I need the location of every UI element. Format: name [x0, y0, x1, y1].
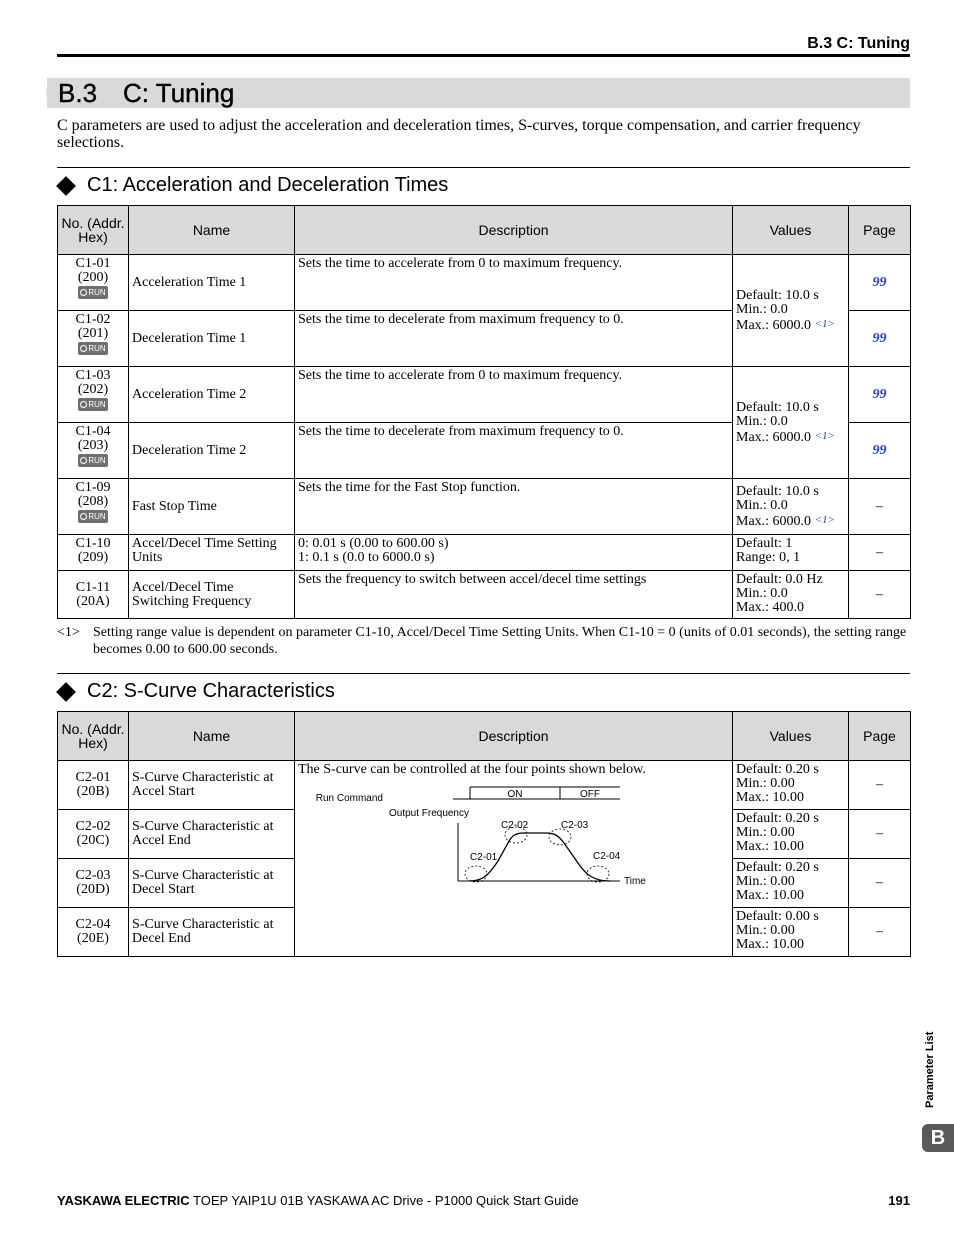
subsection-title-text: C2: S-Curve Characteristics: [87, 680, 335, 702]
value-range: Range: 0, 1: [736, 550, 801, 565]
param-no: C1-10: [75, 536, 111, 551]
param-name: S-Curve Characteristic at Accel Start: [129, 761, 295, 810]
value-max-text: Max.: 6000.0: [736, 317, 812, 333]
c2-01-label: C2-01: [470, 852, 498, 863]
side-label: Parameter List: [924, 1031, 936, 1108]
param-addr: (20D): [76, 882, 110, 897]
col-header-page: Page: [849, 206, 911, 255]
param-no: C2-03: [75, 868, 111, 883]
footnote-link[interactable]: <1>: [814, 513, 835, 526]
param-name: S-Curve Characteristic at Accel End: [129, 810, 295, 859]
param-no: C1-02: [75, 312, 111, 327]
param-addr: (203): [77, 438, 109, 453]
option-0: 0: 0.01 s (0.00 to 600.00 s): [298, 536, 449, 551]
param-addr: (20B): [76, 784, 110, 799]
value-default: Default: 10.0 s: [736, 483, 819, 499]
footnote-link[interactable]: <1>: [814, 429, 835, 442]
value-default: Default: 1: [736, 536, 793, 551]
section-title: B.3 C: Tuning: [58, 78, 235, 108]
footer-brand: YASKAWA ELECTRIC: [57, 1193, 190, 1208]
param-no-cell: [58, 367, 129, 423]
param-no: C1-11: [75, 579, 111, 595]
table-row: [58, 535, 911, 571]
run-badge-icon: RUN: [78, 286, 108, 299]
diamond-bullet-icon: [56, 176, 76, 196]
param-no-cell: [58, 908, 129, 957]
page-cell: [849, 311, 911, 367]
value-min: Min.: 0.0: [736, 413, 788, 429]
param-name: Accel/Decel Time Switching Frequency: [129, 571, 295, 619]
param-no-cell: [58, 859, 129, 908]
param-no: C1-04: [75, 424, 111, 439]
value-min: Min.: 0.00: [736, 874, 795, 889]
value-max: Max.: 10.00: [736, 937, 805, 952]
value-max-text: Max.: 6000.0: [736, 429, 812, 445]
param-no-cell: [58, 571, 129, 619]
col-header-name: Name: [129, 712, 295, 761]
param-description: Sets the frequency to switch between accel/decel time settings: [295, 571, 733, 619]
on-label: ON: [507, 789, 523, 800]
value-min: Min.: 0.00: [736, 825, 795, 840]
param-no: C2-04: [75, 917, 111, 932]
param-addr: (20A): [76, 593, 110, 609]
diamond-bullet-icon: [56, 682, 76, 702]
col-header-description: Description: [295, 712, 733, 761]
appendix-tab[interactable]: B: [922, 1124, 954, 1152]
param-addr: (208): [77, 494, 109, 509]
col-header-no: No. (Addr. Hex): [58, 206, 129, 255]
param-values: [733, 367, 849, 479]
c2-02-label: C2-02: [501, 820, 529, 831]
param-addr: (20C): [76, 833, 110, 848]
value-max: Max.: 10.00: [736, 839, 805, 854]
param-name: Acceleration Time 1: [129, 255, 295, 311]
param-name: Deceleration Time 1: [129, 311, 295, 367]
c2-04-label: C2-04: [593, 851, 621, 862]
value-min: Min.: 0.0: [736, 586, 788, 601]
param-values: [733, 908, 849, 957]
value-default: Default: 0.20 s: [736, 762, 819, 777]
param-addr: (20E): [77, 931, 109, 946]
s-curve-description-text: The S-curve can be controlled at the four points shown below.: [298, 762, 646, 777]
subsection-title-c2: [57, 680, 335, 703]
col-header-no: No. (Addr. Hex): [58, 712, 129, 761]
table-row: [58, 761, 911, 810]
page-cell: –: [849, 761, 911, 810]
param-description: Sets the time to decelerate from maximum frequency to 0.: [295, 423, 733, 479]
value-min: Min.: 0.00: [736, 776, 795, 791]
page-link[interactable]: 99: [872, 330, 887, 346]
param-name: S-Curve Characteristic at Decel Start: [129, 859, 295, 908]
option-1: 1: 0.1 s (0.0 to 6000.0 s): [298, 550, 435, 565]
footnote-text: Setting range value is dependent on parameter C1-10, Accel/Decel Time Setting Units. When C1-10 = 0 (units of 0.01 seconds), the setting range becomes 0.00 to 600.00 seconds.: [93, 625, 907, 657]
value-default: Default: 0.20 s: [736, 860, 819, 875]
col-header-values: Values: [733, 206, 849, 255]
running-header: B.3 C: Tuning: [807, 35, 910, 52]
run-badge-icon: RUN: [78, 342, 108, 355]
run-badge-icon: RUN: [78, 454, 108, 467]
page-cell: –: [849, 908, 911, 957]
param-values: [733, 535, 849, 571]
page-cell: –: [849, 571, 911, 619]
page-number: 191: [888, 1193, 910, 1208]
value-max: Max.: 10.00: [736, 888, 805, 903]
param-name: Deceleration Time 2: [129, 423, 295, 479]
col-header-description: Description: [295, 206, 733, 255]
value-min: Min.: 0.0: [736, 497, 788, 513]
param-no: C1-01: [75, 256, 111, 271]
param-values: [733, 810, 849, 859]
output-frequency-label: Output Frequency: [388, 808, 469, 819]
param-description: Sets the time for the Fast Stop function.: [295, 479, 733, 535]
param-values: [733, 571, 849, 619]
value-max: [736, 317, 845, 333]
page-cell: [849, 255, 911, 311]
s-curve-description: [295, 761, 733, 957]
footer-doc: [57, 1193, 579, 1208]
value-max: Max.: 400.0: [736, 600, 805, 615]
value-default: Default: 0.20 s: [736, 811, 819, 826]
param-no-cell: [58, 479, 129, 535]
off-label: OFF: [580, 789, 600, 800]
value-default: Default: 10.0 s: [736, 399, 819, 415]
param-no: C1-03: [75, 368, 111, 383]
value-default: Default: 0.00 s: [736, 909, 819, 924]
header-rule: [57, 54, 910, 57]
param-name: Accel/Decel Time Setting Units: [129, 535, 295, 571]
value-max: Max.: 10.00: [736, 790, 805, 805]
value-min: Min.: 0.00: [736, 923, 795, 938]
param-values: [733, 479, 849, 535]
page-cell: –: [849, 810, 911, 859]
page-cell: [849, 367, 911, 423]
c2-parameter-table: [57, 711, 911, 957]
footnote: [57, 624, 913, 658]
value-default: Default: 10.0 s: [736, 287, 819, 303]
c2-03-label: C2-03: [561, 820, 589, 831]
page-link[interactable]: 99: [872, 386, 887, 402]
table-row: [58, 479, 911, 535]
table-row: [58, 571, 911, 619]
param-no-cell: [58, 423, 129, 479]
run-command-label: Run Command: [315, 793, 383, 804]
value-default: Default: 0.0 Hz: [736, 572, 823, 587]
value-min: Min.: 0.0: [736, 301, 788, 317]
time-label: Time: [624, 876, 646, 887]
param-values: [733, 761, 849, 810]
param-no-cell: [58, 311, 129, 367]
footer-doc-title: TOEP YAIP1U 01B YASKAWA AC Drive - P1000 Quick Start Guide: [189, 1193, 579, 1208]
param-no-cell: [58, 535, 129, 571]
param-description: Sets the time to decelerate from maximum frequency to 0.: [295, 311, 733, 367]
page-cell: –: [849, 859, 911, 908]
param-no-cell: [58, 810, 129, 859]
page-link[interactable]: 99: [872, 442, 887, 458]
section-intro: C parameters are used to adjust the acceleration and deceleration times, S-curves, torque compensation, and carrier frequency selections.: [57, 117, 861, 151]
value-max: [736, 429, 845, 445]
subsection-rule-c2: [57, 673, 910, 674]
param-addr: (200): [77, 270, 109, 285]
run-badge-icon: RUN: [78, 398, 108, 411]
param-description: Sets the time to accelerate from 0 to maximum frequency.: [295, 367, 733, 423]
subsection-title-text: C1: Acceleration and Deceleration Times: [87, 174, 449, 196]
param-description: [295, 535, 733, 571]
col-header-page: Page: [849, 712, 911, 761]
c1-parameter-table: [57, 205, 911, 619]
c2-03-marker: [549, 829, 571, 845]
footnote-link[interactable]: <1>: [814, 317, 835, 330]
subsection-rule-c1: [57, 167, 910, 168]
param-name: Fast Stop Time: [129, 479, 295, 535]
value-max: [736, 513, 845, 529]
param-values: [733, 255, 849, 367]
param-name: Acceleration Time 2: [129, 367, 295, 423]
page-cell: [849, 423, 911, 479]
page-link[interactable]: 99: [872, 274, 887, 290]
param-addr: (209): [77, 550, 109, 565]
subsection-title-c1: [57, 174, 448, 197]
param-no-cell: [58, 761, 129, 810]
param-no-cell: [58, 255, 129, 311]
s-curve-diagram: [298, 777, 728, 947]
page-cell: –: [849, 479, 911, 535]
run-badge-icon: RUN: [78, 510, 108, 523]
page-cell: –: [849, 535, 911, 571]
col-header-name: Name: [129, 206, 295, 255]
table-row: [58, 367, 911, 423]
param-addr: (202): [77, 382, 109, 397]
param-addr: (201): [77, 326, 109, 341]
param-values: [733, 859, 849, 908]
c2-01-marker: [465, 866, 487, 882]
param-no: C2-02: [75, 819, 111, 834]
param-description: Sets the time to accelerate from 0 to maximum frequency.: [295, 255, 733, 311]
table-row: [58, 255, 911, 311]
param-no: C1-09: [75, 480, 111, 495]
param-name: S-Curve Characteristic at Decel End: [129, 908, 295, 957]
value-max-text: Max.: 6000.0: [736, 513, 812, 529]
col-header-values: Values: [733, 712, 849, 761]
param-no: C2-01: [75, 770, 111, 785]
footnote-tag: <1>: [57, 625, 80, 640]
